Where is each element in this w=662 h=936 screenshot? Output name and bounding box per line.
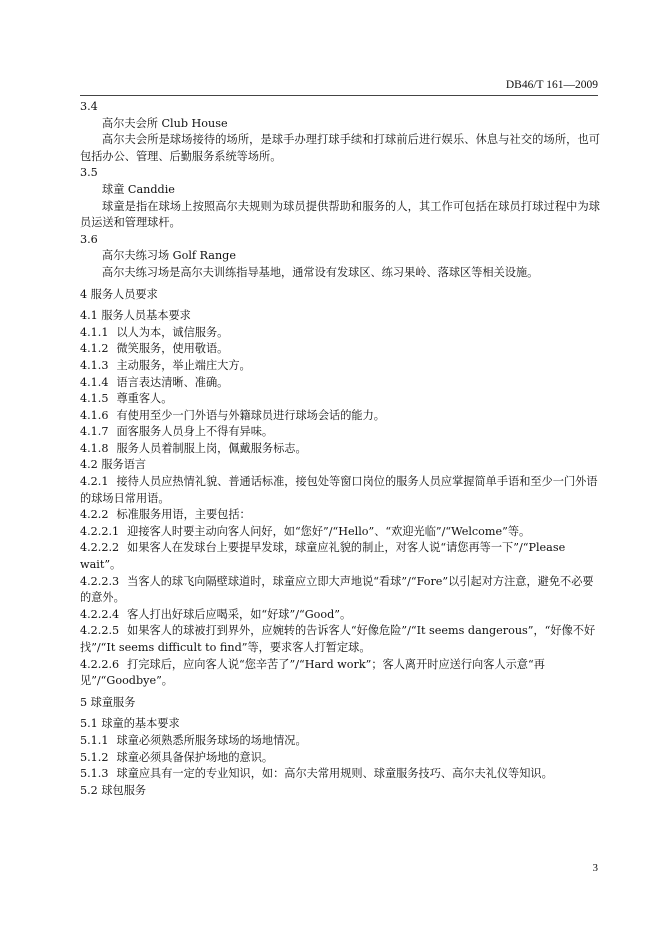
item-text: 当客人的球飞向隔壁球道时，球童应立即大声地说“看球”/“Fore”以引起对方注意，避免不必要的意外。	[80, 574, 594, 605]
item-text: 尊重客人。	[116, 392, 173, 406]
item-number: 4.2.2.3	[80, 574, 120, 588]
item-text: 语言表达清晰、准确。	[116, 375, 229, 389]
section-heading: 5 球童服务	[80, 695, 136, 709]
item-text: 服务人员着制服上岗，佩戴服务标志。	[116, 441, 307, 455]
item-number: 4.1.6	[80, 408, 109, 422]
list-item	[80, 391, 600, 408]
item-number: 4.2.2.6	[80, 657, 120, 671]
list-item	[80, 766, 600, 783]
item-text: 面客服务人员身上不得有异味。	[116, 425, 274, 439]
list-item	[80, 375, 600, 392]
list-item	[80, 574, 600, 607]
subsection-heading: 4.2 服务语言	[80, 458, 147, 472]
list-item	[80, 474, 600, 507]
list-item	[80, 524, 600, 541]
list-item	[80, 607, 600, 624]
item-text: 标准服务用语，主要包括：	[116, 508, 251, 522]
list-item	[80, 424, 600, 441]
term-definition: 高尔夫练习场是高尔夫训练指导基地，通常设有发球区、练习果岭、落球区等相关设施。	[102, 265, 539, 279]
section-heading: 4 服务人员要求	[80, 287, 158, 301]
header-rule	[80, 95, 598, 96]
list-item	[80, 733, 600, 750]
list-item	[80, 358, 600, 375]
item-number: 4.2.2.1	[80, 524, 120, 538]
item-number: 5.1.1	[80, 733, 109, 747]
item-number: 4.2.1	[80, 475, 109, 489]
term-number: 3.5	[80, 166, 98, 180]
item-text: 球童必须熟悉所服务球场的场地情况。	[116, 733, 307, 747]
term-number: 3.4	[80, 100, 98, 113]
item-text: 如果客人的球被打到界外，应婉转的告诉客人“好像危险”/“It seems dangerous”，“好像不好找”/“It seems difficult to find”等，要求客人打暂定球。	[80, 624, 596, 654]
subsection-heading: 5.1 球童的基本要求	[80, 717, 180, 731]
item-text: 球童应具有一定的专业知识，如：高尔夫常用规则、球童服务技巧、高尔夫礼仪等知识。	[116, 767, 553, 781]
item-number: 4.2.2.5	[80, 624, 120, 638]
item-text: 以人为本，诚信服务。	[116, 325, 229, 339]
list-item	[80, 441, 600, 458]
document-code: DB46/T 161—2009	[505, 79, 598, 91]
term-number: 3.6	[80, 232, 98, 246]
list-item	[80, 623, 600, 656]
item-text: 如果客人在发球台上要提早发球，球童应礼貌的制止，对客人说“请您再等一下”/“Please wait”。	[80, 541, 566, 572]
term-definition: 高尔夫会所是球场接待的场所，是球手办理打球手续和打球前后进行娱乐、休息与社交的场所，也可包括办公、管理、后勤服务系统等场所。	[80, 133, 600, 163]
item-text: 球童必须具备保护场地的意识。	[116, 750, 274, 764]
term-title: 高尔夫会所 Club House	[102, 116, 228, 130]
item-text: 接待人员应热情礼貌、普通话标准，接包处等窗口岗位的服务人员应掌握简单手语和至少一门外语的球场日常用语。	[80, 475, 598, 505]
list-item	[80, 325, 600, 342]
item-number: 4.1.3	[80, 358, 109, 372]
item-number: 4.2.2.4	[80, 607, 120, 621]
list-item	[80, 507, 600, 524]
term-title: 球童 Canddie	[102, 182, 175, 196]
term-title: 高尔夫练习场 Golf Range	[102, 249, 236, 263]
item-number: 4.2.2.2	[80, 541, 120, 555]
subsection-heading: 5.2 球包服务	[80, 783, 147, 797]
term-definition: 球童是指在球场上按照高尔夫规则为球员提供帮助和服务的人，其工作可包括在球员打球过程中为球员运送和管理球杆。	[80, 199, 600, 230]
subsection-heading: 4.1 服务人员基本要求	[80, 309, 191, 323]
page-body	[80, 99, 600, 799]
list-item	[80, 341, 600, 358]
list-item	[80, 408, 600, 425]
item-number: 4.2.2	[80, 508, 109, 522]
item-text: 微笑服务，使用敬语。	[116, 342, 229, 356]
item-number: 5.1.2	[80, 750, 109, 764]
item-text: 有使用至少一门外语与外籍球员进行球场会话的能力。	[116, 408, 385, 422]
list-item	[80, 657, 600, 690]
item-text: 客人打出好球后应喝采，如“好球”/“Good”。	[127, 607, 352, 621]
item-number: 4.1.2	[80, 342, 109, 356]
item-number: 4.1.7	[80, 425, 109, 439]
item-number: 5.1.3	[80, 767, 109, 781]
list-item	[80, 540, 600, 573]
item-number: 4.1.8	[80, 441, 109, 455]
page-number: 3	[592, 862, 598, 874]
item-text: 打完球后，应向客人说“您辛苦了”/“Hard work”；客人离开时应送行向客人示意“再见”/“Goodbye”。	[80, 657, 545, 688]
item-number: 4.1.1	[80, 325, 109, 339]
list-item	[80, 750, 600, 767]
item-number: 4.1.4	[80, 375, 109, 389]
item-text: 主动服务，举止端庄大方。	[116, 358, 251, 372]
item-number: 4.1.5	[80, 392, 109, 406]
item-text: 迎接客人时要主动向客人问好，如“您好”/“Hello”、“欢迎光临”/“Welcome”等。	[127, 524, 531, 538]
